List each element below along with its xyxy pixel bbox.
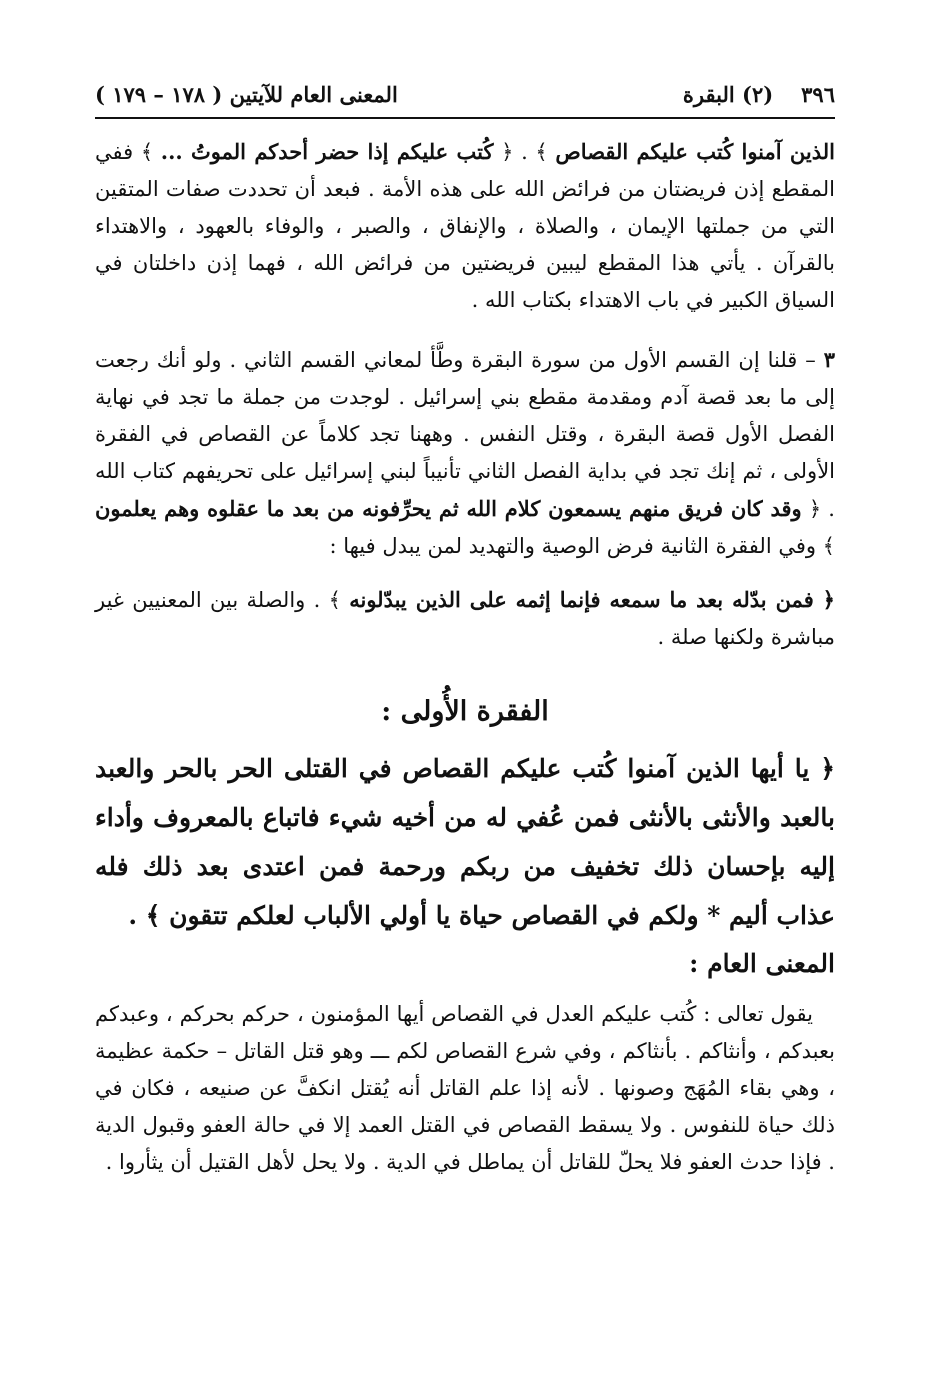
verse-close-mark: ﴾ . bbox=[128, 901, 170, 930]
body-text bbox=[95, 133, 835, 656]
quote-open-mark: ﴿ bbox=[813, 587, 835, 612]
verse-open-mark: ﴿ bbox=[809, 754, 835, 783]
quran-quote: وقد كان فريق منهم يسمعون كلام الله ثم يحرِّفونه من بعد ما عقلوه وهم يعلمون bbox=[95, 496, 802, 521]
book-page bbox=[95, 82, 835, 1181]
general-meaning-title: المعنى العام : bbox=[689, 949, 835, 978]
verse-text: يا أيها الذين آمنوا كُتب عليكم القصاص في القتلى الحر بالحر والعبد بالعبد والأنثى بالأنثى فمن عُفي له من أخيه شيء فاتباع بالمعروف وأداء إليه بإحسان ذلك تخفيف من ربكم ورحمة فمن اعتدى بعد ذلك فله عذاب أليم * ولكم في القصاص حياة يا أولي الألباب لعلكم تتقون bbox=[95, 754, 835, 930]
quran-quote: الذين آمنوا كُتب عليكم القصاص bbox=[555, 139, 835, 164]
point-3-paragraph bbox=[95, 341, 835, 565]
quran-quote: كُتب عليكم إذا حضر أحدكم الموتُ ... bbox=[160, 139, 494, 164]
page-number: ٣٩٦ bbox=[801, 82, 835, 107]
explanation-text: يقول تعالى : كُتب عليكم العدل في القصاص أيها المؤمنون ، حركم بحركم ، وعبدكم بعبدكم ، وأنثاكم . بأنثاكم ، وفي شرع القصاص لكم ـــ وهو قتل القاتل – حكمة عظيمة ، وهي بقاء المُهَج وصونها . لأنه إذا علم القاتل أنه يُقتل انكفَّ عن صنيعه ، فكان في ذلك حياة للنفوس . ولا يسقط القصاص في القتل العمد إلا في حالة العفو وقبول الدية . فإذا حدث العفو فلا يحلّ للقاتل أن يماطل في الدية . ولا يحل لأهل القتيل أن يثأروا . bbox=[95, 1002, 835, 1174]
paragraph-text: – قلنا إن القسم الأول من سورة البقرة وطَّأ لمعاني القسم الثاني . ولو أنك رجعت إلى ما بعد قصة آدم ومقدمة مقطع بني إسرائيل . لوجدت من جملة ما تجد في نهاية الفصل الأول قصة البقرة ، وقتل النفس . وههنا تجد كلاماً عن القصاص في الفقرة الأولى ، ثم إنك تجد في بداية الفصل الثاني تأنيباً لبني إسرائيل على تحريفهم كتاب الله . ﴿ bbox=[95, 348, 835, 521]
intro-paragraph bbox=[95, 133, 835, 319]
paragraph-text: ﴾ . والصلة بين المعنيين غير مباشرة ولكنها صلة . bbox=[95, 588, 835, 649]
point-3-continuation bbox=[95, 581, 835, 656]
section-name: المعنى العام للآيتين ( ١٧٨ – ١٧٩ ) bbox=[95, 82, 398, 107]
quran-quote: فمن بدّله بعد ما سمعه فإنما إثمه على الذين يبدّلونه bbox=[349, 587, 814, 612]
chapter-name: (٢) البقرة bbox=[682, 82, 774, 107]
point-number: ٣ bbox=[823, 347, 835, 372]
paragraph-text: ﴾ ففي المقطع إذن فريضتان من فرائض الله على هذه الأمة . فبعد أن تحددت صفات المتقين التي من جملتها الإيمان ، والصلاة ، والإنفاق ، والصبر ، والوفاء بالعهود ، والاهتداء بالقرآن . يأتي هذا المقطع ليبين فريضتين من فرائض الله ، فهما إذن داخلتان في السياق الكبير في باب الاهتداء بكتاب الله . bbox=[95, 140, 835, 312]
verse-block bbox=[95, 744, 835, 940]
header-right-group bbox=[683, 82, 835, 107]
running-header bbox=[95, 82, 835, 119]
general-meaning-text bbox=[95, 996, 835, 1181]
paragraph-text: ﴾ وفي الفقرة الثانية فرض الوصية والتهديد لمن يبدل فيها : bbox=[329, 534, 835, 558]
section-heading: الفقرة الأُولى : bbox=[381, 696, 549, 727]
paragraph-text: ﴾ . ﴿ bbox=[493, 140, 556, 164]
